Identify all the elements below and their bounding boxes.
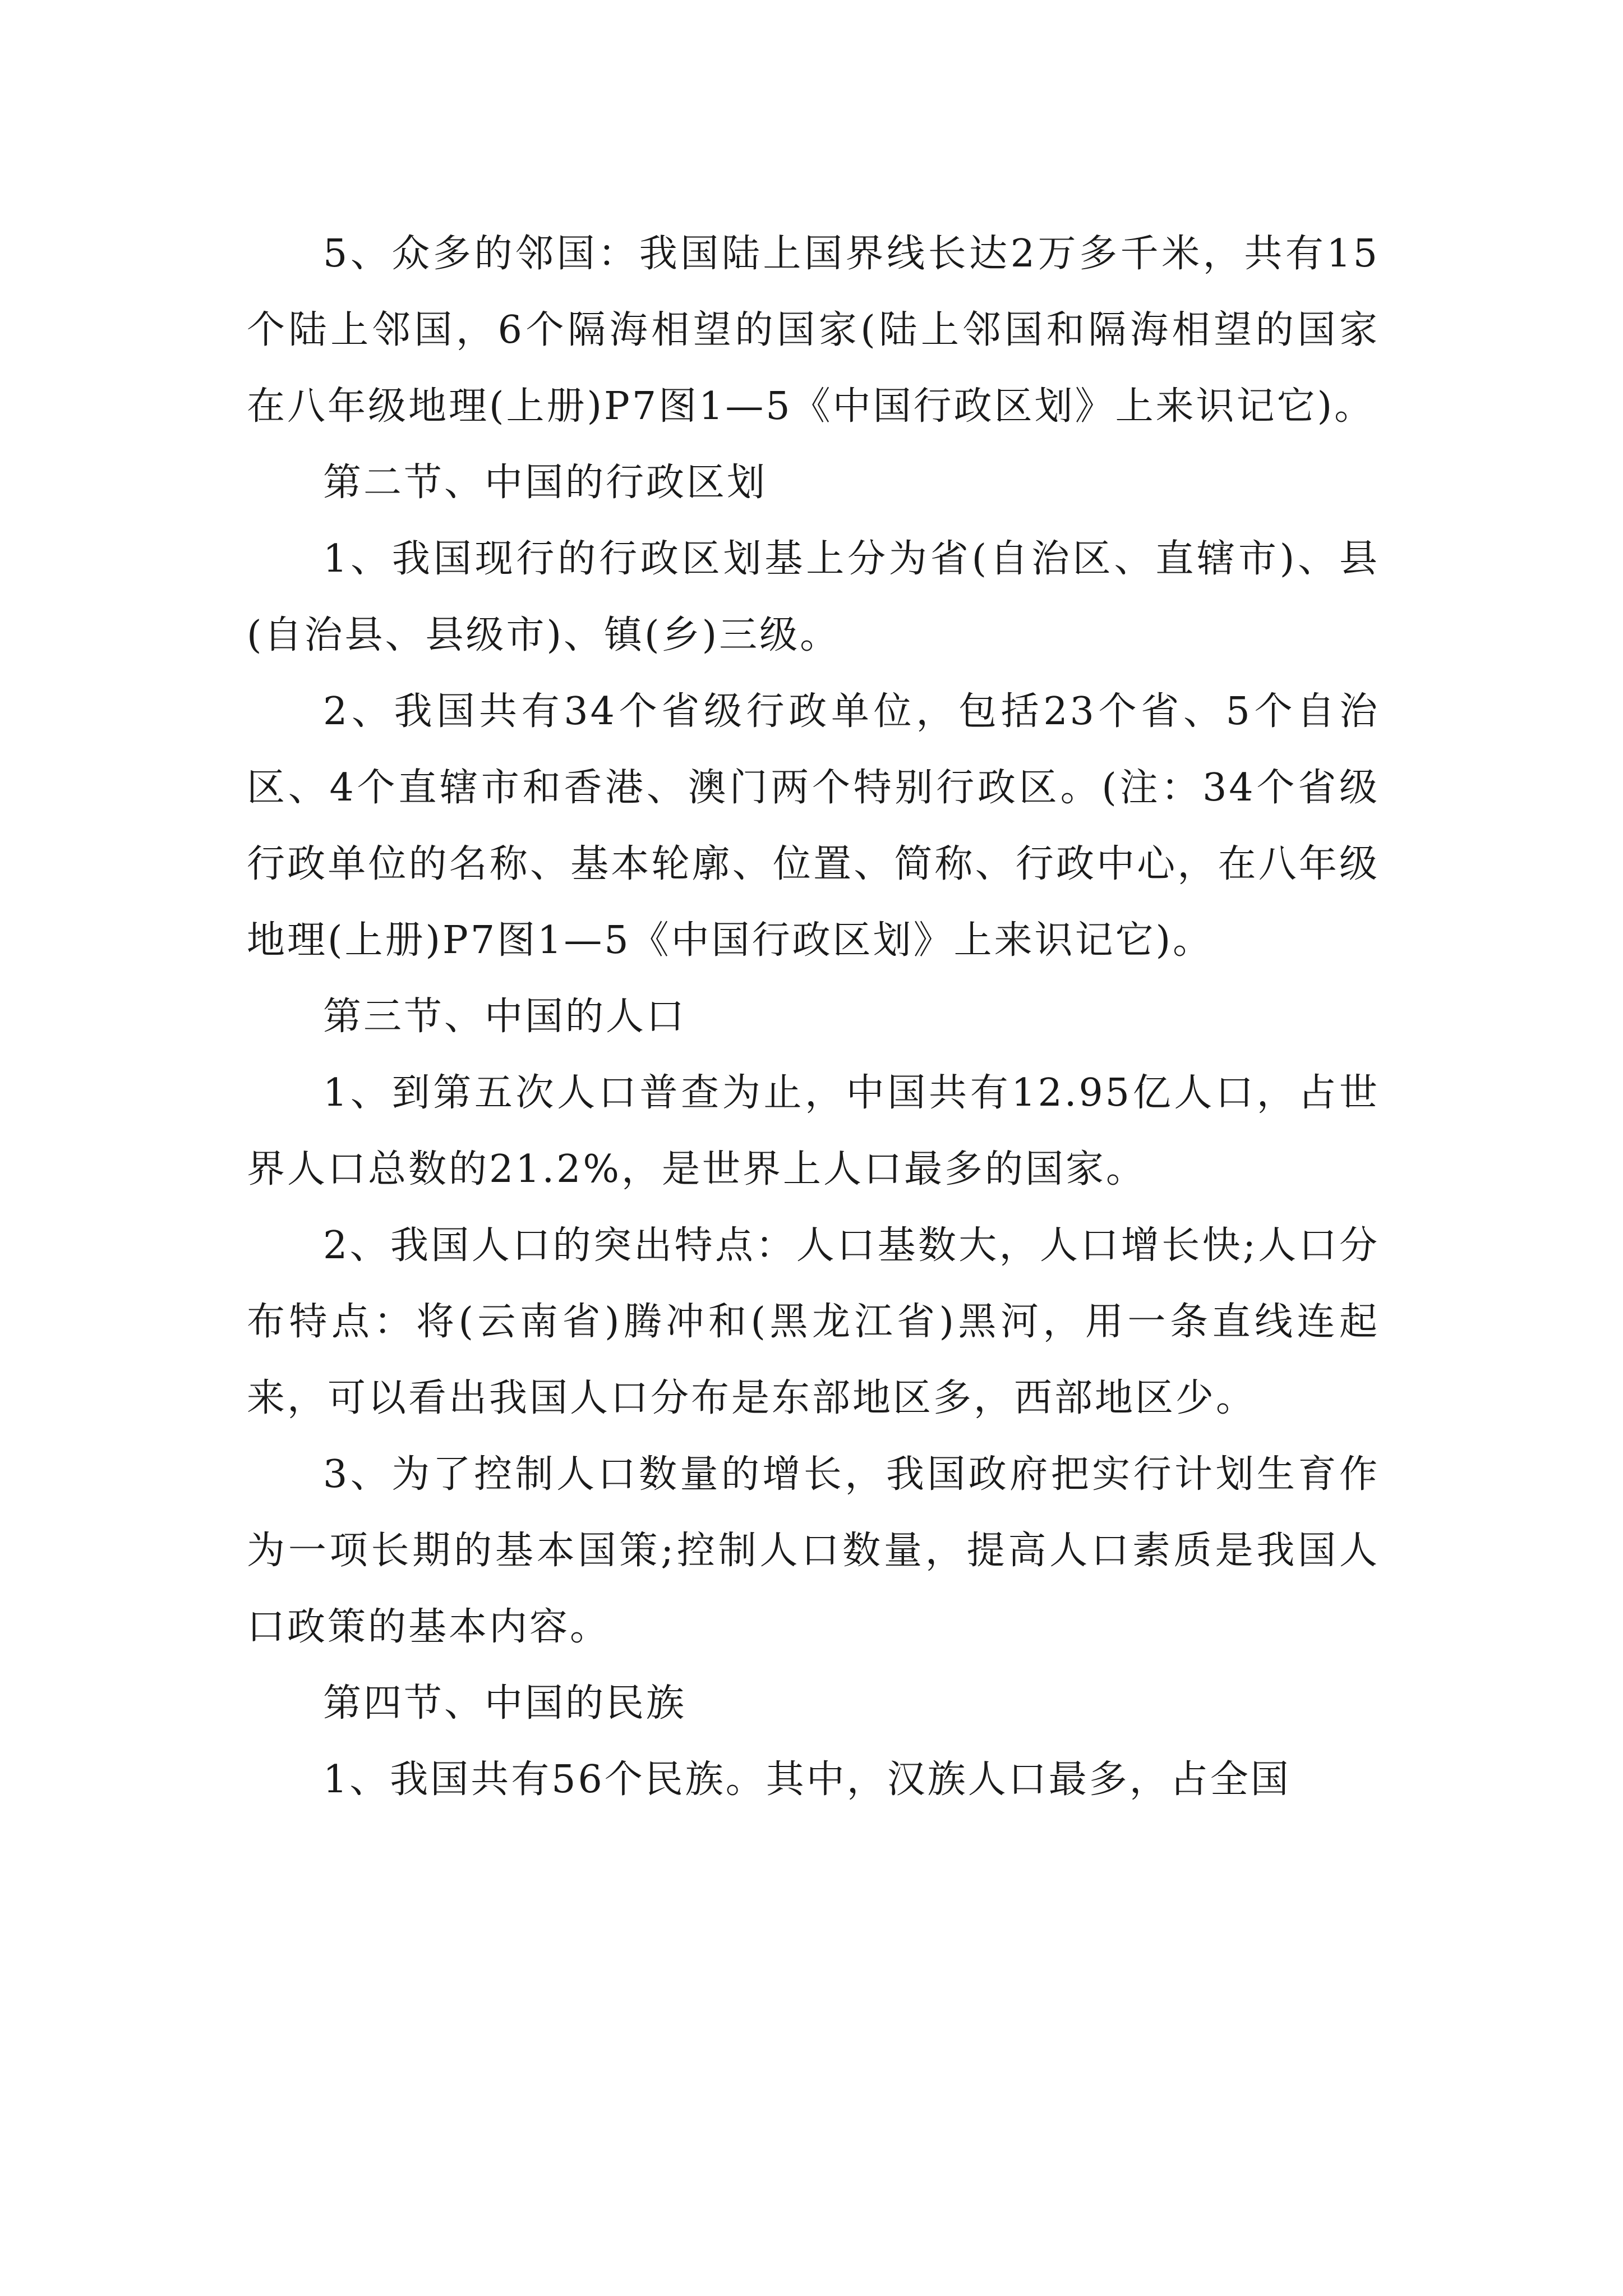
section-heading-ethnic-groups: 第四节、中国的民族: [323, 1681, 687, 1726]
paragraph-ethnic-groups: 1、我国共有56个民族。其中，汉族人口最多，占全国: [323, 1757, 1291, 1802]
paragraph-provincial-units: 2、我国共有34个省级行政单位，包括23个省、5个自治区、4个直辖市和香港、澳门两个特别行政区。(注：34个省级行政单位的名称、基本轮廓、位置、简称、行政中心，在八年级地理(上册)P7图1—5《中国行政区划》上来识记它)。: [247, 689, 1380, 963]
document-body: [247, 216, 1380, 1818]
paragraph-population-features: 2、我国人口的突出特点：人口基数大，人口增长快;人口分布特点：将(云南省)腾冲和(黑龙江省)黑河，用一条直线连起来，可以看出我国人口分布是东部地区多，西部地区少。: [247, 1223, 1380, 1420]
paragraph-census: 1、到第五次人口普查为止，中国共有12.95亿人口，占世界人口总数的21.2%，是世界上人口最多的国家。: [247, 1071, 1380, 1191]
paragraph-neighbors: 5、众多的邻国：我国陆上国界线长达2万多千米，共有15个陆上邻国，6个隔海相望的国家(陆上邻国和隔海相望的国家在八年级地理(上册)P7图1—5《中国行政区划》上来识记它)。: [247, 232, 1380, 429]
section-heading-population: 第三节、中国的人口: [323, 995, 687, 1039]
section-heading-administrative-divisions: 第二节、中国的行政区划: [323, 461, 768, 505]
paragraph-division-levels: 1、我国现行的行政区划基上分为省(自治区、直辖市)、县(自治县、县级市)、镇(乡)三级。: [247, 537, 1380, 657]
paragraph-population-policy: 3、为了控制人口数量的增长，我国政府把实行计划生育作为一项长期的基本国策;控制人口数量，提高人口素质是我国人口政策的基本内容。: [247, 1452, 1380, 1649]
